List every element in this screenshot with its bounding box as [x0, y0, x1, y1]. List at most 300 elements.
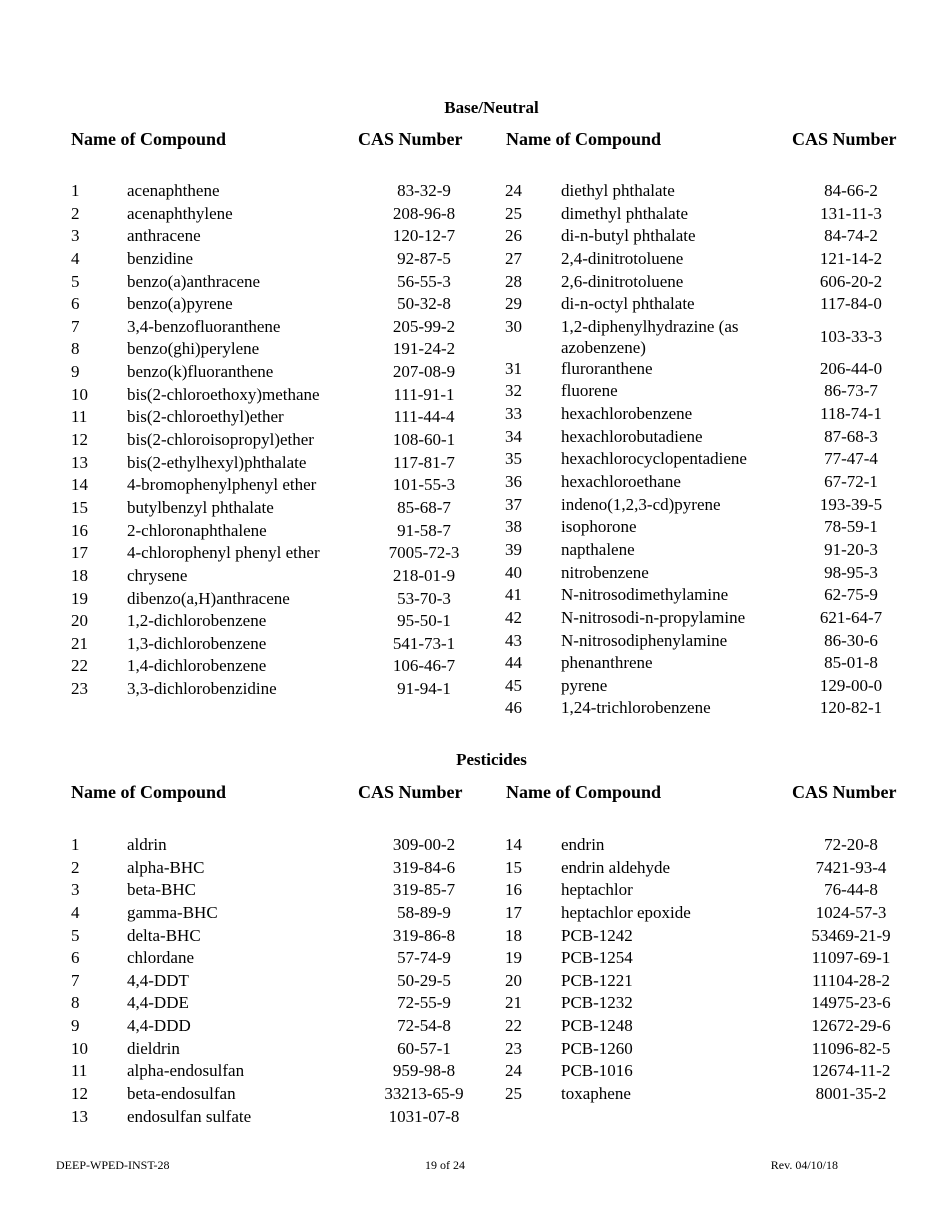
table-row — [71, 293, 471, 316]
cas-number: 12674-11-2 — [811, 1061, 891, 1081]
row-number: 20 — [505, 970, 522, 990]
table-row — [505, 248, 935, 271]
table-row — [505, 448, 935, 471]
cas-number: 86-73-7 — [824, 381, 878, 401]
cas-number: 50-32-8 — [397, 294, 451, 314]
row-number: 34 — [505, 426, 522, 446]
cas-number: 117-84-0 — [820, 294, 882, 314]
cas-number: 11096-82-5 — [811, 1038, 891, 1058]
cas-number: 1031-07-8 — [388, 1106, 460, 1126]
table-row — [505, 584, 935, 607]
compound-name: chlordane — [127, 948, 195, 968]
table-row — [71, 203, 471, 226]
compound-name: N-nitrosodimethylamine — [561, 585, 729, 605]
row-number: 40 — [505, 562, 522, 582]
row-number: 39 — [505, 539, 522, 559]
cas-number: 606-20-2 — [819, 271, 883, 291]
row-number: 31 — [505, 358, 522, 378]
table-row — [505, 471, 935, 494]
cas-number: 191-24-2 — [392, 339, 456, 359]
row-number: 10 — [71, 384, 88, 404]
compound-name: 1,24-trichlorobenzene — [561, 698, 711, 718]
row-number: 33 — [505, 404, 522, 424]
row-number: 15 — [505, 857, 522, 877]
cas-number: 67-72-1 — [824, 472, 878, 492]
table-row — [71, 610, 471, 633]
compound-name: endrin — [561, 835, 605, 854]
row-number: 4 — [71, 248, 80, 268]
compound-name: benzo(ghi)perylene — [127, 339, 260, 359]
row-number: 25 — [505, 203, 522, 223]
cas-number: 207-08-9 — [392, 362, 456, 382]
compound-name: 1,2-diphenylhydrazine (as azobenzene) — [561, 316, 739, 357]
table-row — [71, 406, 471, 429]
table-row — [71, 879, 471, 902]
compound-name: N-nitrosodi-n-propylamine — [561, 607, 746, 627]
table-row — [505, 225, 935, 248]
row-number: 4 — [71, 902, 80, 922]
compound-name: endosulfan sulfate — [127, 1106, 252, 1126]
table-row — [505, 403, 935, 426]
compound-name: dimethyl phthalate — [561, 203, 688, 223]
row-number: 13 — [71, 1106, 88, 1126]
table-row — [505, 1015, 935, 1038]
cas-number: 72-55-9 — [397, 993, 451, 1013]
row-number: 36 — [505, 472, 522, 492]
row-number: 9 — [71, 362, 80, 382]
table-row — [505, 607, 935, 630]
row-number: 5 — [71, 271, 80, 291]
compound-name: acenaphthene — [127, 181, 220, 200]
compound-name: fluorene — [561, 381, 618, 401]
cas-number: 72-54-8 — [397, 1016, 451, 1036]
compound-name: PCB-1016 — [561, 1061, 633, 1081]
table-row — [505, 925, 935, 948]
row-number: 21 — [71, 633, 88, 653]
cas-number: 120-82-1 — [819, 698, 883, 718]
table-row — [71, 384, 471, 407]
row-number: 45 — [505, 675, 522, 695]
cas-number: 86-30-6 — [824, 630, 878, 650]
cas-number: 206-44-0 — [819, 358, 883, 378]
bn-right-list — [505, 180, 935, 720]
cas-number: 218-01-9 — [392, 565, 456, 585]
table-row — [71, 902, 471, 925]
compound-name: hexachlorocyclopentadiene — [561, 449, 747, 469]
row-number: 30 — [505, 316, 522, 336]
cas-number: 8001-35-2 — [815, 1084, 887, 1104]
table-row — [71, 338, 471, 361]
compound-name: hexachloroethane — [561, 472, 681, 492]
table-row — [505, 380, 935, 403]
table-row — [505, 1060, 935, 1083]
table-row — [505, 970, 935, 993]
row-number: 18 — [71, 565, 88, 585]
table-row — [71, 633, 471, 656]
compound-name: N-nitrosodiphenylamine — [561, 630, 728, 650]
table-row — [71, 474, 471, 497]
table-row — [71, 225, 471, 248]
table-row — [505, 293, 935, 316]
table-row — [71, 497, 471, 520]
cas-number: 193-39-5 — [819, 494, 883, 514]
cas-number: 58-89-9 — [397, 902, 451, 922]
row-number: 23 — [71, 679, 88, 699]
table-row — [505, 203, 935, 226]
compound-name: beta-BHC — [127, 880, 196, 900]
table-row — [71, 180, 471, 203]
cas-number: 121-14-2 — [819, 248, 883, 268]
compound-name: PCB-1260 — [561, 1038, 633, 1058]
cas-number: 7005-72-3 — [388, 543, 460, 563]
table-row — [505, 902, 935, 925]
compound-name: alpha-BHC — [127, 857, 205, 877]
cas-number: 57-74-9 — [397, 948, 451, 968]
table-row — [505, 358, 935, 381]
row-number: 18 — [505, 925, 522, 945]
cas-number: 319-85-7 — [392, 880, 456, 900]
row-number: 19 — [71, 588, 88, 608]
cas-number: 84-66-2 — [824, 181, 878, 200]
table-row — [505, 494, 935, 517]
table-row — [71, 520, 471, 543]
compound-name: bis(2-ethylhexyl)phthalate — [127, 452, 307, 472]
row-number: 10 — [71, 1038, 88, 1058]
row-number: 11 — [71, 1061, 88, 1081]
cas-number: 7421-93-4 — [815, 857, 887, 877]
row-number: 44 — [505, 653, 522, 673]
bn-left-name-header: Name of Compound — [71, 129, 227, 149]
cas-number: 309-00-2 — [392, 835, 456, 854]
cas-number: 118-74-1 — [820, 404, 882, 424]
cas-number: 62-75-9 — [824, 585, 878, 605]
compound-name: dibenzo(a,H)anthracene — [127, 588, 290, 608]
cas-number: 1024-57-3 — [815, 902, 887, 922]
cas-number: 319-86-8 — [392, 925, 456, 945]
row-number: 22 — [71, 656, 88, 676]
compound-name: 3,3-dichlorobenzidine — [127, 679, 277, 699]
row-number: 1 — [71, 835, 80, 854]
table-row — [71, 1083, 471, 1106]
row-number: 24 — [505, 1061, 522, 1081]
compound-name: PCB-1242 — [561, 925, 633, 945]
table-row — [505, 180, 935, 203]
row-number: 6 — [71, 294, 80, 314]
cas-number: 98-95-3 — [824, 562, 878, 582]
cas-number: 208-96-8 — [392, 203, 456, 223]
table-row — [71, 947, 471, 970]
row-number: 17 — [505, 902, 522, 922]
cas-number: 33213-65-9 — [384, 1084, 464, 1104]
row-number: 46 — [505, 698, 522, 718]
compound-name: alpha-endosulfan — [127, 1061, 245, 1081]
row-number: 6 — [71, 948, 80, 968]
row-number: 14 — [505, 835, 522, 854]
pest-left-name-header: Name of Compound — [71, 782, 227, 802]
bn-right-cas-header: CAS Number — [792, 129, 897, 149]
cas-number: 83-32-9 — [397, 181, 451, 200]
cas-number: 319-84-6 — [392, 857, 456, 877]
compound-name: bis(2-chloroethyl)ether — [127, 407, 284, 427]
cas-number: 92-87-5 — [397, 248, 451, 268]
table-row — [505, 1083, 935, 1106]
bn-left-cas-header: CAS Number — [358, 129, 463, 149]
cas-number: 117-81-7 — [393, 452, 455, 472]
row-number: 17 — [71, 543, 88, 563]
cas-number: 50-29-5 — [397, 970, 451, 990]
compound-name: 1,3-dichlorobenzene — [127, 633, 267, 653]
compound-name: 4,4-DDD — [127, 1016, 191, 1036]
row-number: 7 — [71, 316, 80, 336]
table-row — [71, 678, 471, 701]
row-number: 8 — [71, 339, 80, 359]
compound-name: 4,4-DDE — [127, 993, 189, 1013]
table-row — [505, 316, 935, 358]
cas-number: 76-44-8 — [824, 880, 878, 900]
cas-number: 120-12-7 — [392, 226, 456, 246]
table-row — [505, 879, 935, 902]
cas-number: 78-59-1 — [824, 517, 878, 537]
cas-number: 85-01-8 — [824, 653, 878, 673]
compound-name: benzo(a)anthracene — [127, 271, 261, 291]
table-row — [71, 271, 471, 294]
row-number: 22 — [505, 1016, 522, 1036]
compound-name: di-n-octyl phthalate — [561, 294, 695, 314]
cas-number: 91-58-7 — [397, 520, 451, 540]
table-row — [71, 1015, 471, 1038]
compound-name: heptachlor epoxide — [561, 902, 691, 922]
table-row — [505, 426, 935, 449]
compound-name: 4-bromophenylphenyl ether — [127, 475, 317, 495]
table-row — [505, 992, 935, 1015]
compound-name: nitrobenzene — [561, 562, 649, 582]
compound-name: butylbenzyl phthalate — [127, 497, 274, 517]
cas-number: 84-74-2 — [824, 226, 878, 246]
table-row — [71, 588, 471, 611]
table-row — [71, 1060, 471, 1083]
table-row — [505, 834, 935, 857]
row-number: 3 — [71, 880, 80, 900]
row-number: 38 — [505, 517, 522, 537]
cas-number: 959-98-8 — [392, 1061, 456, 1081]
row-number: 27 — [505, 248, 522, 268]
compound-name: bis(2-chloroethoxy)methane — [127, 384, 320, 404]
compound-name: fluroranthene — [561, 358, 653, 378]
table-row — [505, 675, 935, 698]
cas-number: 87-68-3 — [824, 426, 878, 446]
table-row — [505, 516, 935, 539]
row-number: 8 — [71, 993, 80, 1013]
row-number: 35 — [505, 449, 522, 469]
cas-number: 53-70-3 — [397, 588, 451, 608]
table-row — [505, 539, 935, 562]
table-row — [71, 655, 471, 678]
bn-right-name-header: Name of Compound — [506, 129, 662, 149]
table-row — [505, 697, 935, 720]
cas-number: 541-73-1 — [392, 633, 456, 653]
cas-number: 56-55-3 — [397, 271, 451, 291]
compound-name: acenaphthylene — [127, 203, 233, 223]
cas-number: 108-60-1 — [392, 430, 456, 450]
compound-name: pyrene — [561, 675, 608, 695]
table-row — [71, 429, 471, 452]
cas-number: 91-20-3 — [824, 539, 878, 559]
table-row — [71, 834, 471, 857]
cas-number: 85-68-7 — [397, 497, 451, 517]
compound-name: beta-endosulfan — [127, 1084, 236, 1104]
row-number: 7 — [71, 970, 80, 990]
cas-number: 101-55-3 — [392, 475, 456, 495]
cas-number: 11104-28-2 — [811, 970, 891, 990]
cas-number: 53469-21-9 — [811, 925, 891, 945]
compound-name: benzidine — [127, 248, 194, 268]
compound-name: dieldrin — [127, 1038, 180, 1058]
table-row — [505, 271, 935, 294]
compound-name: benzo(a)pyrene — [127, 294, 233, 314]
compound-name: anthracene — [127, 226, 201, 246]
cas-number: 72-20-8 — [824, 835, 878, 854]
base-neutral-title: Base/Neutral — [444, 98, 539, 117]
compound-name: toxaphene — [561, 1084, 631, 1104]
compound-name: bis(2-chloroisopropyl)ether — [127, 430, 314, 450]
compound-name: 1,4-dichlorobenzene — [127, 656, 267, 676]
compound-name: hexachlorobutadiene — [561, 426, 703, 446]
table-row — [505, 947, 935, 970]
cas-number: 11097-69-1 — [811, 948, 891, 968]
compound-name: 2,4-dinitrotoluene — [561, 248, 684, 268]
row-number: 12 — [71, 430, 88, 450]
compound-name: hexachlorobenzene — [561, 404, 693, 424]
table-row — [71, 992, 471, 1015]
footer-doc-id: DEEP-WPED-INST-28 — [56, 1158, 170, 1172]
cas-number: 60-57-1 — [397, 1038, 451, 1058]
row-number: 28 — [505, 271, 522, 291]
compound-name: napthalene — [561, 539, 635, 559]
compound-name: isophorone — [561, 517, 637, 537]
compound-name: phenanthrene — [561, 653, 653, 673]
pest-right-name-header: Name of Compound — [506, 782, 662, 802]
cas-number: 95-50-1 — [397, 611, 451, 631]
pest-left-cas-header: CAS Number — [358, 782, 463, 802]
row-number: 16 — [71, 520, 88, 540]
table-row — [505, 1038, 935, 1061]
table-row — [505, 630, 935, 653]
compound-name: PCB-1254 — [561, 948, 633, 968]
compound-name: diethyl phthalate — [561, 181, 675, 200]
row-number: 5 — [71, 925, 80, 945]
cas-number: 14975-23-6 — [811, 993, 891, 1013]
table-row — [71, 565, 471, 588]
row-number: 14 — [71, 475, 88, 495]
row-number: 1 — [71, 181, 80, 200]
table-row — [71, 857, 471, 880]
pest-left-list — [71, 834, 471, 1128]
cas-number: 103-33-3 — [819, 326, 883, 346]
compound-name: PCB-1248 — [561, 1016, 633, 1036]
cas-number: 131-11-3 — [820, 203, 882, 223]
row-number: 3 — [71, 226, 80, 246]
compound-name: PCB-1221 — [561, 970, 633, 990]
table-row — [71, 1038, 471, 1061]
row-number: 23 — [505, 1038, 522, 1058]
table-row — [71, 542, 471, 565]
row-number: 21 — [505, 993, 522, 1013]
row-number: 32 — [505, 381, 522, 401]
table-row — [71, 361, 471, 384]
pest-right-list — [505, 834, 935, 1106]
compound-name: aldrin — [127, 835, 167, 854]
compound-name: di-n-butyl phthalate — [561, 226, 696, 246]
row-number: 19 — [505, 948, 522, 968]
cas-number: 621-64-7 — [819, 607, 883, 627]
row-number: 41 — [505, 585, 522, 605]
table-row — [71, 1106, 471, 1129]
table-row — [505, 652, 935, 675]
row-number: 2 — [71, 203, 80, 223]
compound-name: benzo(k)fluoranthene — [127, 362, 274, 382]
compound-name: gamma-BHC — [127, 902, 218, 922]
compound-name: 4-chlorophenyl phenyl ether — [127, 543, 320, 563]
table-row — [71, 248, 471, 271]
cas-number: 205-99-2 — [392, 316, 456, 336]
compound-name: 4,4-DDT — [127, 970, 189, 990]
table-row — [71, 925, 471, 948]
compound-name: chrysene — [127, 565, 188, 585]
row-number: 12 — [71, 1084, 88, 1104]
cas-number: 111-91-1 — [393, 384, 455, 404]
cas-number: 12672-29-6 — [811, 1016, 891, 1036]
cas-number: 106-46-7 — [392, 656, 456, 676]
row-number: 43 — [505, 630, 522, 650]
compound-name: endrin aldehyde — [561, 857, 671, 877]
cas-number: 111-44-4 — [393, 407, 455, 427]
pesticides-title: Pesticides — [456, 750, 527, 769]
footer-page-number: 19 of 24 — [425, 1158, 465, 1172]
cas-number: 129-00-0 — [819, 675, 883, 695]
compound-name: 2-chloronaphthalene — [127, 520, 267, 540]
row-number: 11 — [71, 407, 88, 427]
cas-number: 77-47-4 — [824, 449, 878, 469]
row-number: 2 — [71, 857, 80, 877]
table-row — [505, 562, 935, 585]
table-row — [71, 970, 471, 993]
row-number: 29 — [505, 294, 522, 314]
row-number: 20 — [71, 611, 88, 631]
compound-name: PCB-1232 — [561, 993, 633, 1013]
row-number: 42 — [505, 607, 522, 627]
row-number: 9 — [71, 1016, 80, 1036]
compound-name: delta-BHC — [127, 925, 201, 945]
row-number: 13 — [71, 452, 88, 472]
compound-name: 3,4-benzofluoranthene — [127, 316, 281, 336]
pest-right-cas-header: CAS Number — [792, 782, 897, 802]
bn-left-list — [71, 180, 471, 701]
compound-name: indeno(1,2,3-cd)pyrene — [561, 494, 721, 514]
table-row — [505, 857, 935, 880]
row-number: 15 — [71, 497, 88, 517]
row-number: 24 — [505, 181, 522, 200]
compound-name: heptachlor — [561, 880, 633, 900]
row-number: 37 — [505, 494, 522, 514]
row-number: 25 — [505, 1084, 522, 1104]
table-row — [71, 316, 471, 339]
compound-name: 2,6-dinitrotoluene — [561, 271, 684, 291]
table-row — [71, 452, 471, 475]
cas-number: 91-94-1 — [397, 679, 451, 699]
row-number: 26 — [505, 226, 522, 246]
row-number: 16 — [505, 880, 522, 900]
compound-name: 1,2-dichlorobenzene — [127, 611, 267, 631]
